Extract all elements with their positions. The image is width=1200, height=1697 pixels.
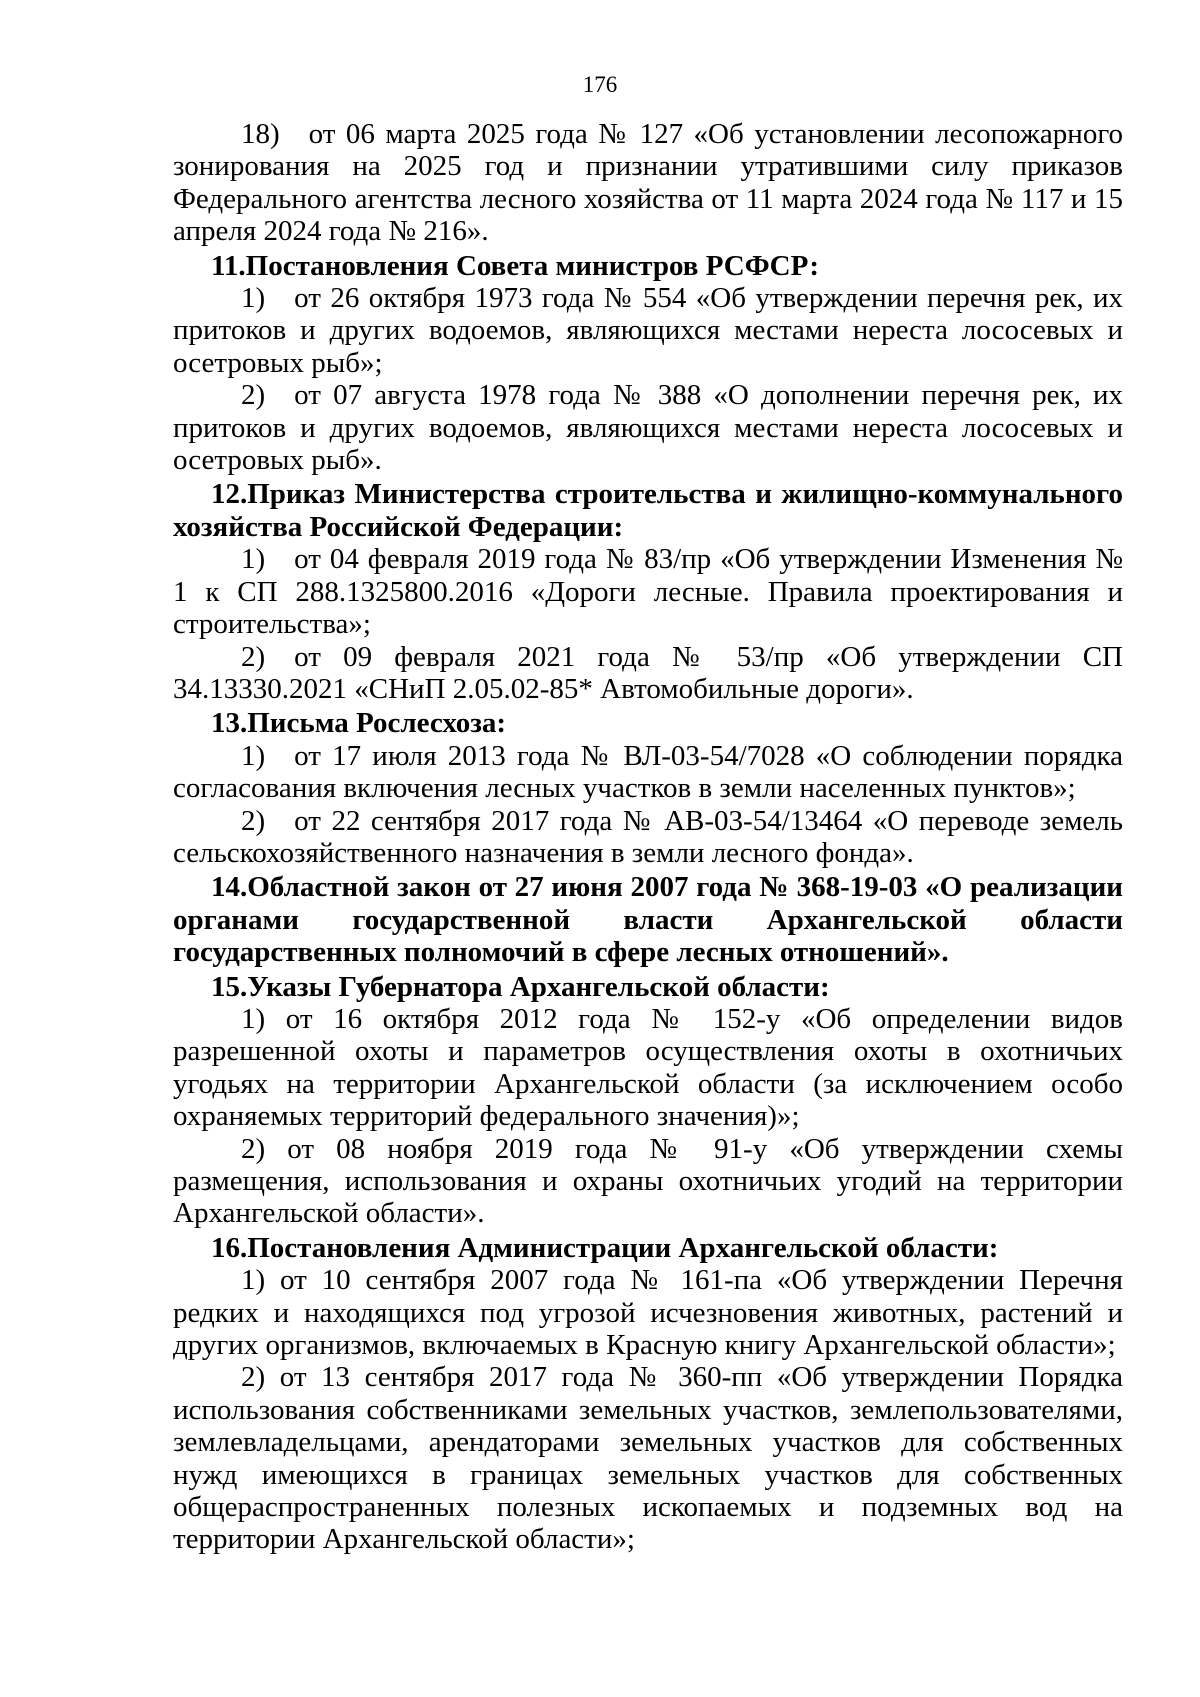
section-heading-12: 12.Приказ Министерства строительства и жилищно-коммунального хозяйства Российской Федерации: — [173, 478, 1123, 543]
section-heading-11: 11.Постановления Совета министров РСФСР: — [211, 249, 820, 282]
list-item-18: 18) от 06 марта 2025 года № 127 «Об установлении лесопожарного зонирования на 2025 год и признании утратившими силу приказов Федерального агентства лесного хозяйства от 11 марта 2024 года № 117 и 15 апреля 2024 года № 216». — [173, 118, 1123, 248]
list-item-13-2: 2) от 22 сентября 2017 года № АВ-03-54/13464 «О переводе земель сельскохозяйственного назначения в земли лесного фонда». — [173, 804, 1123, 869]
list-item-15-2: 2) от 08 ноября 2019 года № 91-у «Об утверждении схемы размещения, использования и охраны охотничьих угодий на территории Архангельской области». — [173, 1132, 1123, 1230]
section-heading-15: 15.Указы Губернатора Архангельской области: — [211, 970, 830, 1003]
list-item-13-1: 1) от 17 июля 2013 года № ВЛ-03-54/7028 «О соблюдении порядка согласования включения лесных участков в земли населенных пунктов»; — [173, 739, 1123, 805]
list-item-12-2: 2) от 09 февраля 2021 года № 53/пр «Об утверждении СП 34.13330.2021 «СНиП 2.05.02-85* Автомобильные дороги». — [173, 640, 1123, 705]
list-item-16-1: 1) от 10 сентября 2007 года № 161-па «Об утверждении Перечня редких и находящихся под угрозой исчезновения животных, растений и других организмов, включаемых в Красную книгу Архангельской области»; — [173, 1264, 1123, 1362]
list-item-12-1: 1) от 04 февраля 2019 года № 83/пр «Об утверждении Изменения № 1 к СП 288.1325800.2016 «Дороги лесные. Правила проектирования и строительства»; — [173, 543, 1123, 641]
section-heading-14: 14.Областной закон от 27 июня 2007 года № 368-19-03 «О реализации органами государственной власти Архангельской области государственных полномочий в сфере лесных отношений». — [173, 871, 1123, 969]
document-body — [173, 118, 1123, 1556]
list-item-11-2: 2) от 07 августа 1978 года № 388 «О дополнении перечня рек, их притоков и других водоемов, являющихся местами нереста лососевых и осетровых рыб». — [173, 379, 1123, 477]
list-item-16-2: 2) от 13 сентября 2017 года № 360-пп «Об утверждении Порядка использования собственниками земельных участков, землепользователями, землевладельцами, арендаторами земельных участков для собственных нужд имеющихся в границах земельных участков для собственных общераспространенных полезных ископаемых и подземных вод на территории Архангельской области»; — [173, 1361, 1123, 1556]
section-heading-16: 16.Постановления Администрации Архангельской области: — [211, 1231, 999, 1264]
page-number: 176 — [582, 72, 618, 97]
list-item-11-1: 1) от 26 октября 1973 года № 554 «Об утверждении перечня рек, их притоков и других водоемов, являющихся местами нереста лососевых и осетровых рыб»; — [173, 282, 1123, 379]
section-heading-13: 13.Письма Рослесхоза: — [211, 707, 507, 740]
list-item-15-1: 1) от 16 октября 2012 года № 152-у «Об определении видов разрешенной охоты и параметров осуществления охоты в охотничьих угодьях на территории Архангельской области (за исключением особо охраняемых территорий федерального значения)»; — [173, 1002, 1123, 1133]
